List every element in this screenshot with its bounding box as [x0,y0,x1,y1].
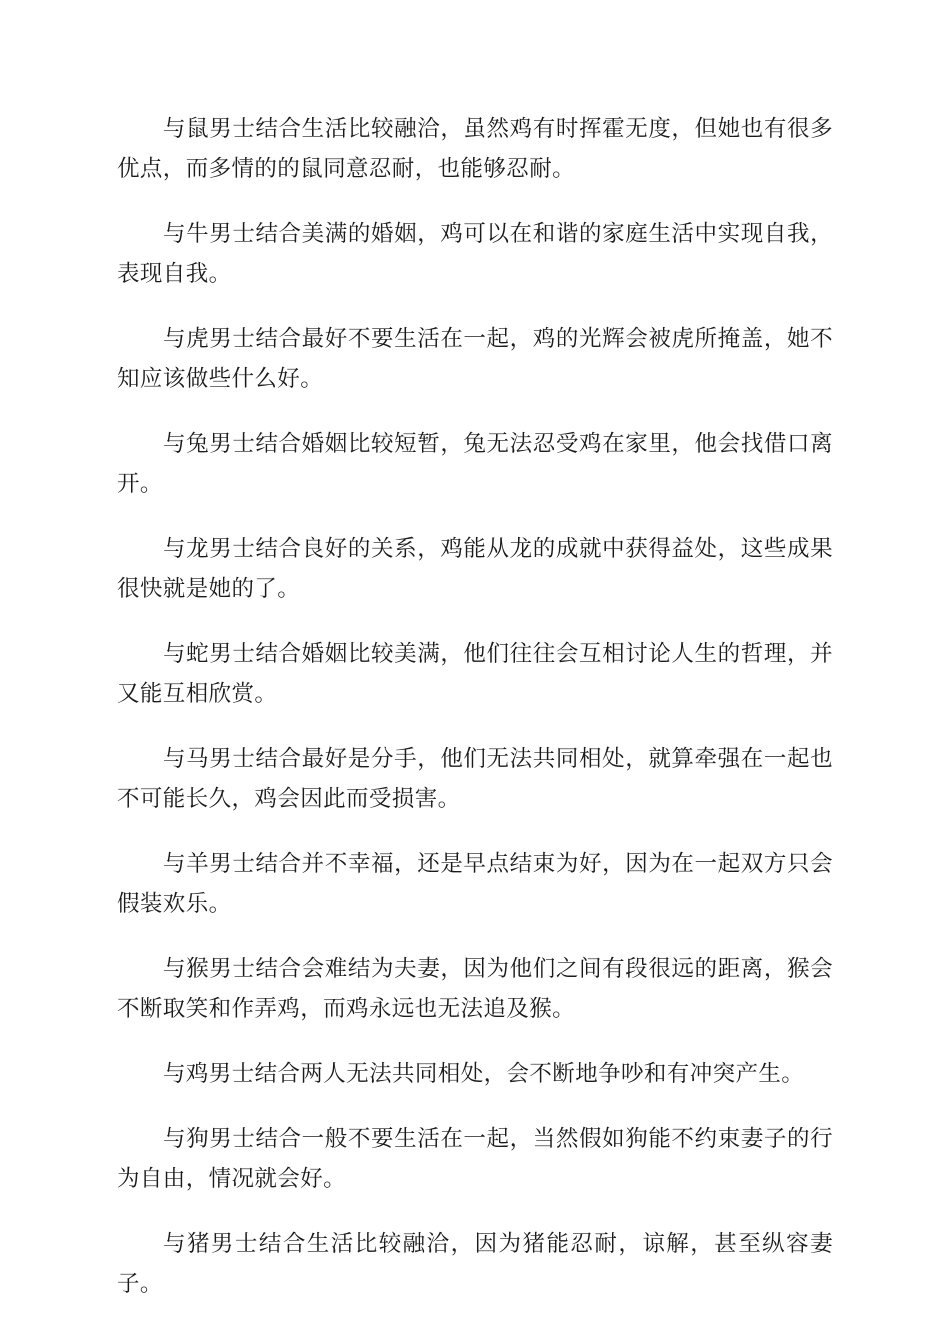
paragraph-dragon: 与龙男士结合良好的关系，鸡能从龙的成就中获得益处，这些成果很快就是她的了。 [117,536,833,602]
paragraph-horse: 与马男士结合最好是分手，他们无法共同相处，就算牵强在一起也不可能长久，鸡会因此而受损害。 [117,746,833,812]
paragraph-rabbit: 与兔男士结合婚姻比较短暂，兔无法忍受鸡在家里，他会找借口离开。 [117,431,833,497]
paragraph-monkey: 与猴男士结合会难结为夫妻，因为他们之间有段很远的距离，猴会不断取笑和作弄鸡，而鸡永远也无法追及猴。 [117,956,833,1022]
paragraph-rat: 与鼠男士结合生活比较融洽，虽然鸡有时挥霍无度，但她也有很多优点，而多情的的鼠同意忍耐，也能够忍耐。 [117,116,833,182]
paragraph-snake: 与蛇男士结合婚姻比较美满，他们往往会互相讨论人生的哲理，并又能互相欣赏。 [117,641,833,707]
paragraph-goat: 与羊男士结合并不幸福，还是早点结束为好，因为在一起双方只会假装欢乐。 [117,851,833,917]
paragraph-ox: 与牛男士结合美满的婚姻，鸡可以在和谐的家庭生活中实现自我，表现自我。 [117,221,833,287]
paragraph-dog: 与狗男士结合一般不要生活在一起，当然假如狗能不约束妻子的行为自由，情况就会好。 [117,1126,833,1192]
document-body [117,109,833,1329]
paragraph-pig: 与猪男士结合生活比较融洽，因为猪能忍耐，谅解，甚至纵容妻子。 [117,1231,833,1297]
paragraph-rooster: 与鸡男士结合两人无法共同相处，会不断地争吵和有冲突产生。 [163,1061,805,1087]
paragraph-tiger: 与虎男士结合最好不要生活在一起，鸡的光辉会被虎所掩盖，她不知应该做些什么好。 [117,326,833,392]
